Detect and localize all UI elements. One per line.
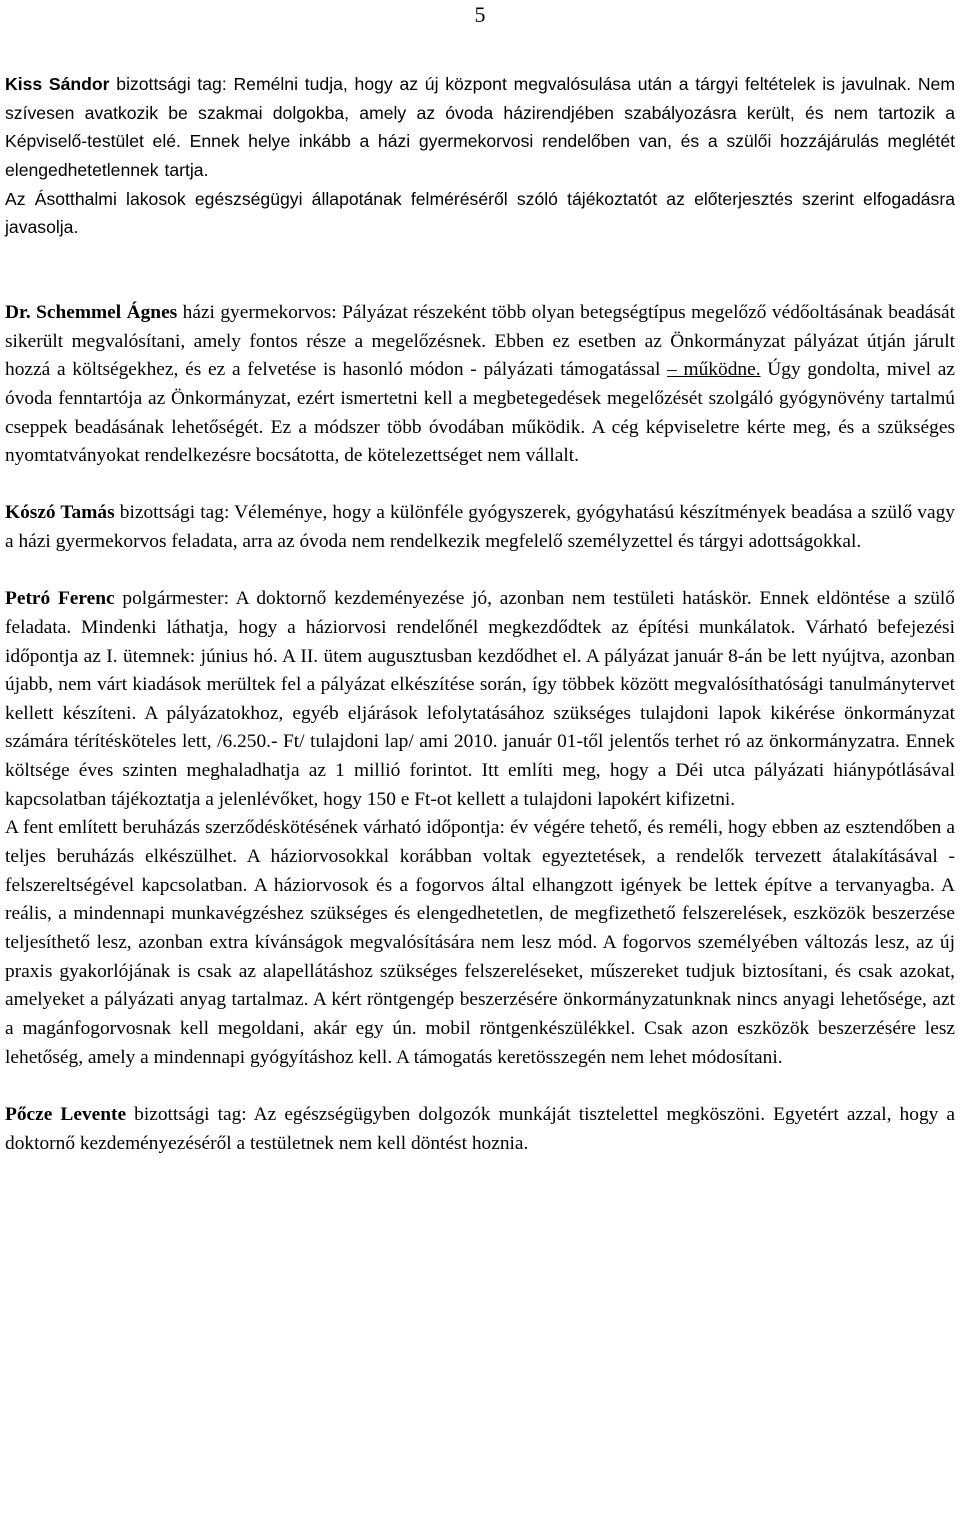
document-body: [5, 70, 955, 1158]
speaker-name: Dr. Schemmel Ágnes: [5, 301, 178, 323]
paragraph-schemmel-agnes: [5, 299, 955, 471]
paragraph-text: A fent említett beruházás szerződéskötésének várható időpontja: év végére tehető, és reméli, hogy ebben az esztendőben a teljes beruházás elkészülhet. A háziorvosokkal korábban voltak egyeztetések, a rendelők tervezett átalakításával - felszereltségével kapcsolatban. A háziorvosok és a fogorvos által elhangzott igények be lettek építve a tervanyagba. A reális, a mindennapi munkavégzéshez szükséges és elengedhetetlen, de megfizethető felszerelések, eszközök beszerzése teljesíthető lesz, azonban extra kívánságok megvalósítására nem lesz mód. A fogorvos személyében változás lesz, az új praxis gyakorlójának is csak az alapellátáshoz szükséges felszereléseket, műszereket tudjuk biztosítani, és csak azokat, amelyeket a pályázati anyag tartalmaz. A kért röntgengép beszerzésére önkormányzatunknak nincs anyagi lehetősége, azt a magánfogorvosnak kell megoldani, akár egy ún. mobil röntgenkészülékkel. Csak azon eszközök beszerzésére lesz lehetőség, amely a mindennapi gyógyításhoz kell. A támogatás keretösszegén nem lehet módosítani.: [5, 817, 955, 1068]
paragraph-recommendation: [5, 185, 955, 242]
page-number: 5: [474, 2, 486, 27]
speaker-name: Kiss Sándor: [5, 74, 110, 94]
paragraph-kiss-sandor: [5, 70, 955, 185]
paragraph-text: bizottsági tag: Az egészségügyben dolgozók munkáját tisztelettel megköszöni. Egyetért azzal, hogy a doktornő kezdeményezéséről a testületnek nem kell döntést hoznia.: [5, 1103, 955, 1154]
paragraph-petro-ferenc: [5, 585, 955, 814]
underlined-text: – működne.: [667, 359, 761, 381]
paragraph-text: bizottsági tag: Véleménye, hogy a különféle gyógyszerek, gyógyhatású készítmények beadása a szülő vagy a házi gyermekorvos feladata, arra az óvoda nem rendelkezik megfelelő személyzettel és tárgyi adottságokkal.: [5, 502, 956, 553]
paragraph-investment: [5, 814, 955, 1072]
paragraph-text: Úgy gondolta, mivel az óvoda fenntartója az Önkormányzat, ezért ismertetni kell a megbetegedések megelőzését szolgáló gyógynövény tartalmú cseppek beadásának lehetőségét. Ez a módszer több óvodában működik. A cég képviseletre kérte meg, és a szükséges nyomtatványokat rendelkezésre bocsátotta, de kötelezettséget nem vállalt.: [5, 359, 955, 467]
speaker-name: Petró Ferenc: [5, 588, 115, 610]
paragraph-text: polgármester: A doktornő kezdeményezése jó, azonban nem testületi hatáskör. Ennek eldöntése a szülő feladata. Mindenki láthatja, hogy a háziorvosi rendelőnél megkezdődtek az építési munkálatok. Várható befejezési időpontja az I. ütemnek: június hó. A II. ütem augusztusban kezdődhet el. A pályázat január 8-án be lett nyújtva, azonban újabb, nem várt kiadások merültek fel a pályázat elkészítése során, így többek között megvalósíthatósági tanulmánytervet kellett készíteni. A pályázatokhoz, egyéb eljárások lefolytatásához szükséges tulajdoni lapok kikérése önkormányzat számára térítésköteles lett, /6.250.- Ft/ tulajdoni lap/ ami 2010. január 01-től jelentős terhet ró az önkormányzatra. Ennek költsége éves szinten meghaladhatja az 1 millió forintot. Itt említi meg, hogy a Déi utca pályázati hiánypótlásával kapcsolatban tájékoztatja a jelenlévőket, hogy 150 e Ft-ot kellett a tulajdoni lapokért kifizetni.: [5, 588, 955, 810]
paragraph-koszo-tamas: [5, 499, 955, 556]
speaker-name: Kószó Tamás: [5, 502, 115, 524]
speaker-name: Pőcze Levente: [5, 1103, 127, 1125]
paragraph-pocze-levente: [5, 1101, 955, 1158]
paragraph-text: házi gyermekorvos: Pályázat részeként több olyan betegségtípus megelőző védőoltásának beadását sikerült megvalósítani, amely fontos része a megelőzésnek. Ebben ez esetben az Önkormányzat pályázat útján járult hozzá a költségekhez, és ez a felvetése is hasonló módon - pályázati támogatással: [5, 301, 955, 381]
paragraph-text: bizottsági tag: Remélni tudja, hogy az új központ megvalósulása után a tárgyi feltételek is javulnak. Nem szívesen avatkozik be szakmai dolgokba, amely az óvoda házirendjében szabályozásra került, és nem tartozik a Képviselő-testület elé. Ennek helye inkább a házi gyermekorvosi rendelőben van, és a szülői hozzájárulás meglétét elengedhetetlennek tartja.: [5, 74, 955, 180]
paragraph-text: Az Ásotthalmi lakosok egészségügyi állapotának felméréséről szóló tájékoztatót az előterjesztés szerint elfogadásra javasolja.: [5, 188, 955, 238]
